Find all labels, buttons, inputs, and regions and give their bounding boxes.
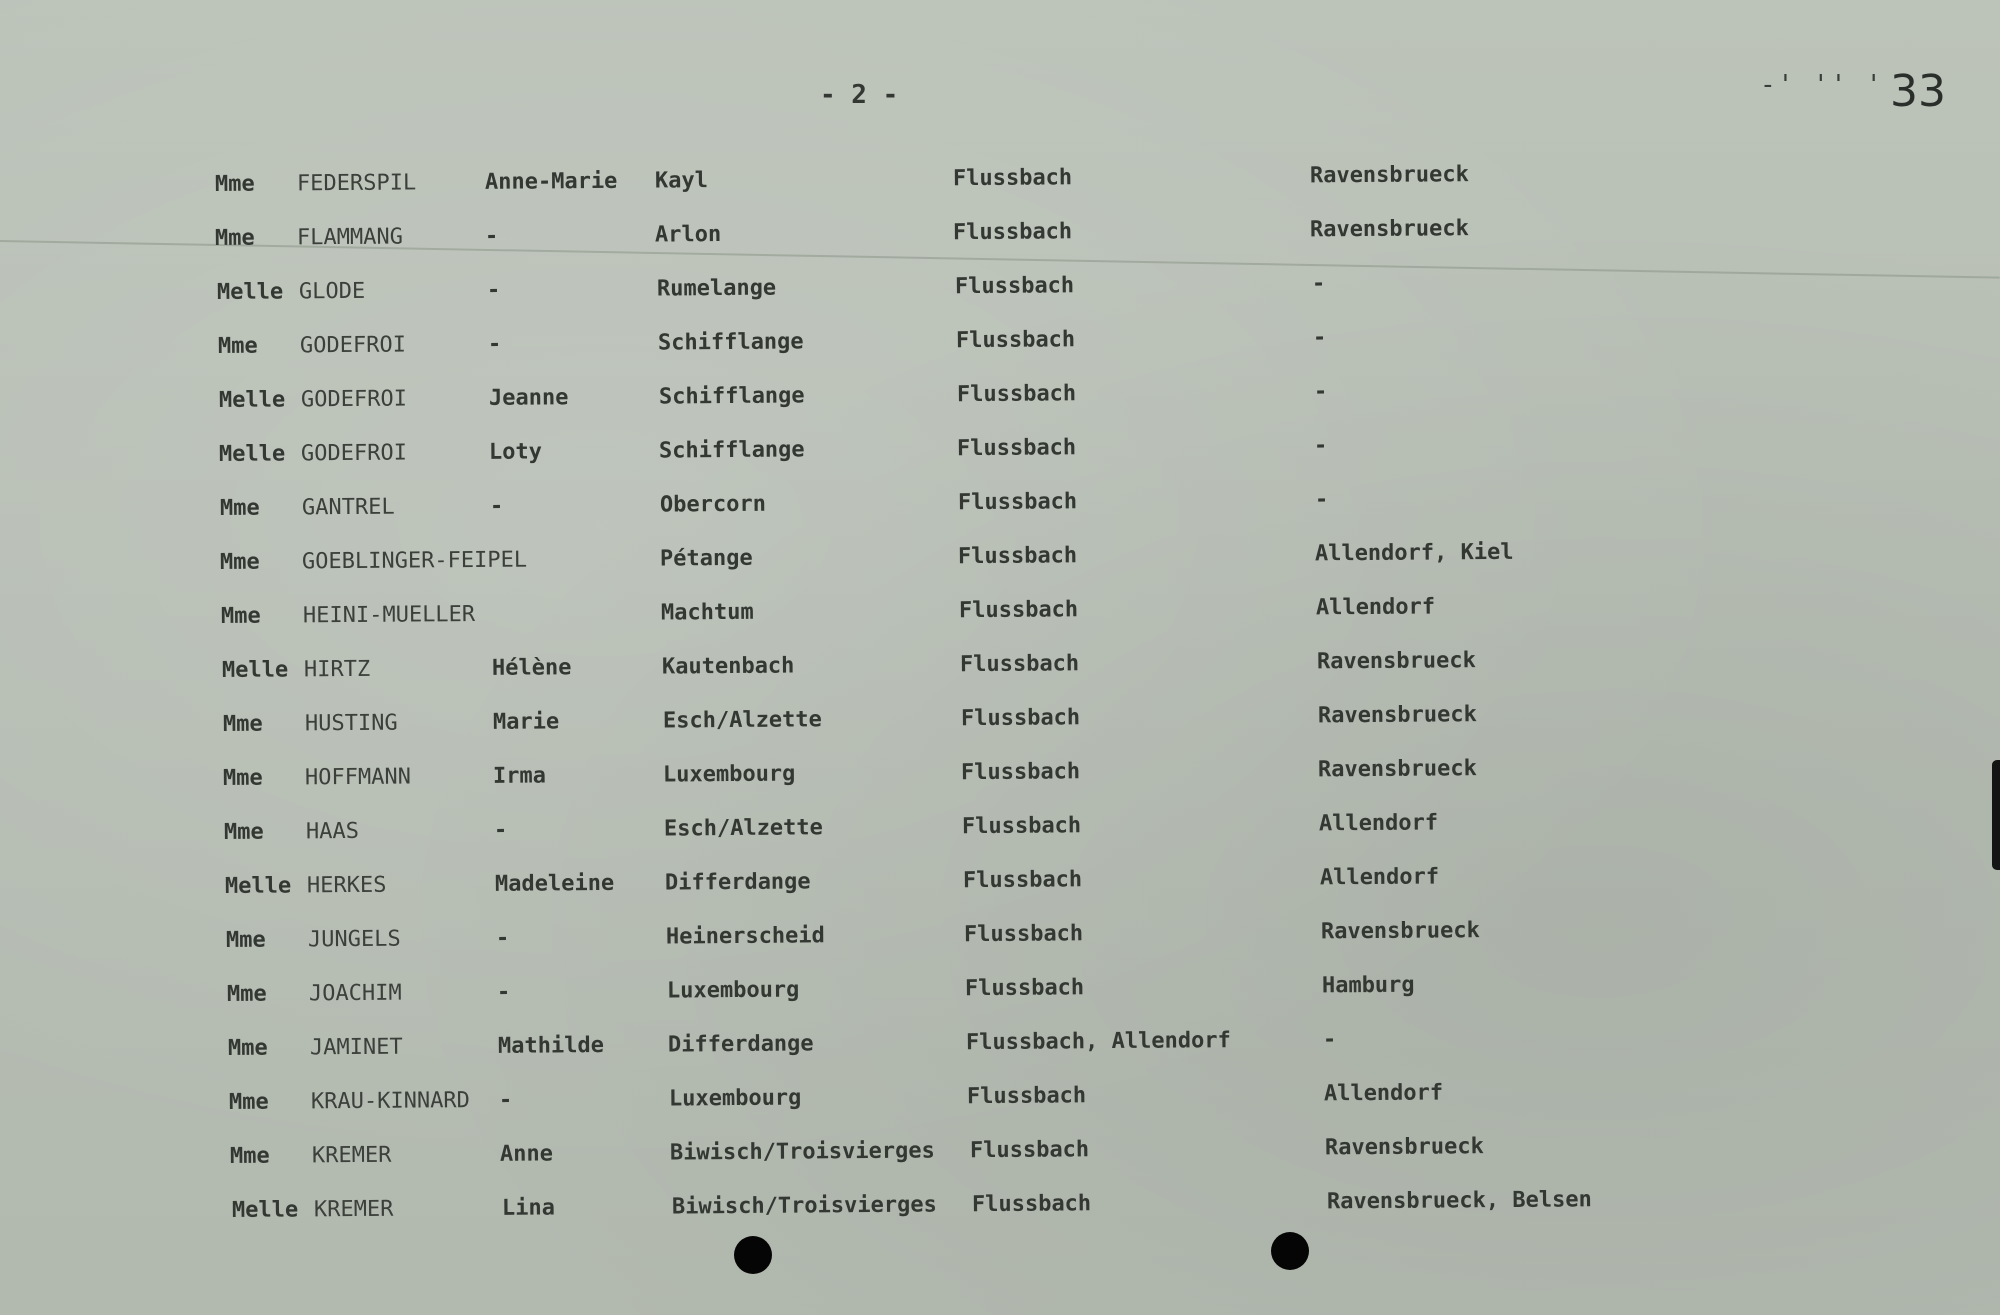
residence-cell: Differdange: [667, 1031, 814, 1058]
residence-cell: Biwisch/Troisvierges: [671, 1192, 937, 1220]
deportation-cell: Ravensbrueck: [1317, 702, 1477, 729]
camp-cell: Flussbach: [952, 165, 1073, 192]
deportation-cell: -: [1312, 325, 1327, 351]
deportation-cell: Ravensbrueck: [1324, 1134, 1484, 1161]
surname-cell: GANTREL: [301, 494, 395, 521]
surname-cell: KRAU-KINNARD: [310, 1088, 470, 1115]
page-number: - 2 -: [820, 80, 899, 110]
title-cell: Melle: [231, 1197, 299, 1223]
camp-cell: Flussbach: [959, 651, 1080, 678]
residence-cell: Esch/Alzette: [663, 815, 823, 842]
given-name-cell: -: [493, 817, 508, 843]
title-cell: Mme: [219, 549, 260, 575]
given-name-cell: Hélène: [491, 655, 572, 681]
camp-cell: Flussbach: [960, 705, 1081, 732]
title-cell: Mme: [229, 1143, 270, 1169]
surname-cell: HIRTZ: [303, 656, 371, 683]
deportation-cell: Ravensbrueck: [1309, 162, 1469, 189]
camp-cell: Flussbach: [960, 759, 1081, 786]
deportation-cell: Ravensbrueck: [1316, 648, 1476, 675]
surname-cell: KREMER: [311, 1142, 392, 1169]
title-cell: Melle: [216, 279, 284, 305]
title-cell: Mme: [219, 495, 260, 521]
given-name-cell: -: [495, 925, 510, 951]
residence-cell: Obercorn: [659, 491, 766, 518]
surname-cell: FEDERSPIL: [296, 170, 417, 197]
camp-cell: Flussbach: [971, 1191, 1092, 1218]
given-name-cell: -: [498, 1087, 513, 1113]
title-cell: Mme: [225, 927, 266, 953]
camp-cell: Flussbach: [964, 975, 1085, 1002]
punch-hole: [1271, 1232, 1309, 1270]
title-cell: Mme: [214, 171, 255, 197]
surname-cell: HERKES: [306, 872, 387, 899]
residence-cell: Schifflange: [658, 383, 805, 410]
deportation-cell: Hamburg: [1321, 972, 1415, 999]
residence-cell: Luxembourg: [666, 977, 800, 1004]
residence-cell: Esch/Alzette: [662, 707, 822, 734]
title-cell: Mme: [223, 819, 264, 845]
folio-number: 33: [1890, 66, 1946, 117]
residence-cell: Kayl: [654, 168, 709, 194]
residence-cell: Luxembourg: [668, 1085, 802, 1112]
given-name-cell: Lina: [501, 1195, 556, 1221]
surname-cell: GODEFROI: [300, 440, 408, 467]
deportation-cell: Ravensbrueck, Belsen: [1326, 1187, 1592, 1215]
given-name-cell: Anne: [499, 1141, 554, 1167]
title-cell: Melle: [224, 873, 292, 899]
given-name-cell: Anne-Marie: [484, 168, 618, 195]
residence-cell: Luxembourg: [662, 761, 796, 788]
title-cell: Mme: [217, 333, 258, 359]
title-cell: Melle: [218, 441, 286, 467]
deportation-cell: Allendorf, Kiel: [1314, 539, 1514, 567]
surname-cell: GODEFROI: [300, 386, 408, 413]
residence-cell: Schifflange: [658, 437, 805, 464]
surname-cell: GOEBLINGER-FEIPEL: [301, 547, 528, 575]
title-cell: Mme: [226, 981, 267, 1007]
camp-cell: Flussbach: [958, 597, 1079, 624]
surname-cell: JOACHIM: [308, 980, 402, 1007]
residence-cell: Arlon: [654, 222, 722, 248]
deportation-cell: Ravensbrueck: [1309, 216, 1469, 243]
title-cell: Mme: [228, 1089, 269, 1115]
surname-cell: GODEFROI: [299, 332, 407, 359]
surname-cell: FLAMMANG: [296, 224, 404, 251]
camp-cell: Flussbach: [969, 1137, 1090, 1164]
deportation-cell: Allendorf: [1319, 864, 1440, 891]
folio-dash-mark: -' '' ': [1760, 70, 1884, 100]
surname-cell: HAAS: [305, 818, 360, 845]
camp-cell: Flussbach: [962, 867, 1083, 894]
punch-hole: [734, 1236, 772, 1274]
deportation-cell: -: [1314, 487, 1329, 513]
title-cell: Mme: [222, 765, 263, 791]
deportation-cell: Allendorf: [1318, 810, 1439, 837]
camp-cell: Flussbach: [957, 489, 1078, 516]
given-name-cell: Irma: [492, 763, 547, 789]
given-name-cell: -: [489, 493, 504, 519]
given-name-cell: Loty: [488, 439, 543, 465]
title-cell: Mme: [214, 225, 255, 251]
camp-cell: Flussbach: [954, 273, 1075, 300]
camp-cell: Flussbach: [956, 435, 1077, 462]
residence-cell: Differdange: [664, 869, 811, 896]
surname-cell: GLODE: [298, 278, 366, 305]
given-name-cell: Madeleine: [494, 870, 615, 897]
deportation-cell: Allendorf: [1315, 594, 1436, 621]
deportation-cell: Allendorf: [1323, 1080, 1444, 1107]
residence-cell: Heinerscheid: [665, 923, 825, 950]
given-name-cell: Jeanne: [488, 385, 569, 411]
given-name-cell: -: [487, 331, 502, 357]
camp-cell: Flussbach: [963, 921, 1084, 948]
given-name-cell: -: [496, 979, 511, 1005]
given-name-cell: Marie: [492, 709, 560, 735]
residence-cell: Biwisch/Troisvierges: [669, 1138, 935, 1166]
residence-cell: Rumelange: [656, 275, 777, 302]
camp-cell: Flussbach: [952, 219, 1073, 246]
camp-cell: Flussbach: [961, 813, 1082, 840]
title-cell: Mme: [227, 1035, 268, 1061]
title-cell: Melle: [221, 657, 289, 683]
surname-cell: HUSTING: [304, 710, 398, 737]
surname-cell: JAMINET: [309, 1034, 403, 1061]
camp-cell: Flussbach: [956, 381, 1077, 408]
given-name-cell: Mathilde: [497, 1033, 604, 1059]
camp-cell: Flussbach: [966, 1083, 1087, 1110]
residence-cell: Schifflange: [657, 329, 804, 356]
surname-cell: HOFFMANN: [304, 764, 412, 791]
edge-clip-mark: [1992, 760, 2000, 870]
deportation-cell: Ravensbrueck: [1320, 918, 1480, 945]
deportation-cell: -: [1311, 271, 1326, 297]
residence-cell: Kautenbach: [661, 653, 795, 680]
residence-cell: Pétange: [659, 545, 753, 572]
title-cell: Mme: [220, 603, 261, 629]
surname-cell: JUNGELS: [307, 926, 401, 953]
title-cell: Mme: [222, 711, 263, 737]
given-name-cell: -: [486, 277, 501, 303]
camp-cell: Flussbach, Allendorf: [965, 1028, 1231, 1056]
camp-cell: Flussbach: [955, 327, 1076, 354]
deportation-cell: -: [1313, 433, 1328, 459]
surname-cell: KREMER: [313, 1196, 394, 1223]
given-name-cell: -: [484, 223, 499, 249]
surname-cell: HEINI-MUELLER: [302, 602, 476, 629]
title-cell: Melle: [218, 387, 286, 413]
deportation-cell: -: [1313, 379, 1328, 405]
deportation-cell: Ravensbrueck: [1317, 756, 1477, 783]
deportation-cell: -: [1322, 1027, 1337, 1053]
camp-cell: Flussbach: [957, 543, 1078, 570]
residence-cell: Machtum: [660, 599, 754, 626]
